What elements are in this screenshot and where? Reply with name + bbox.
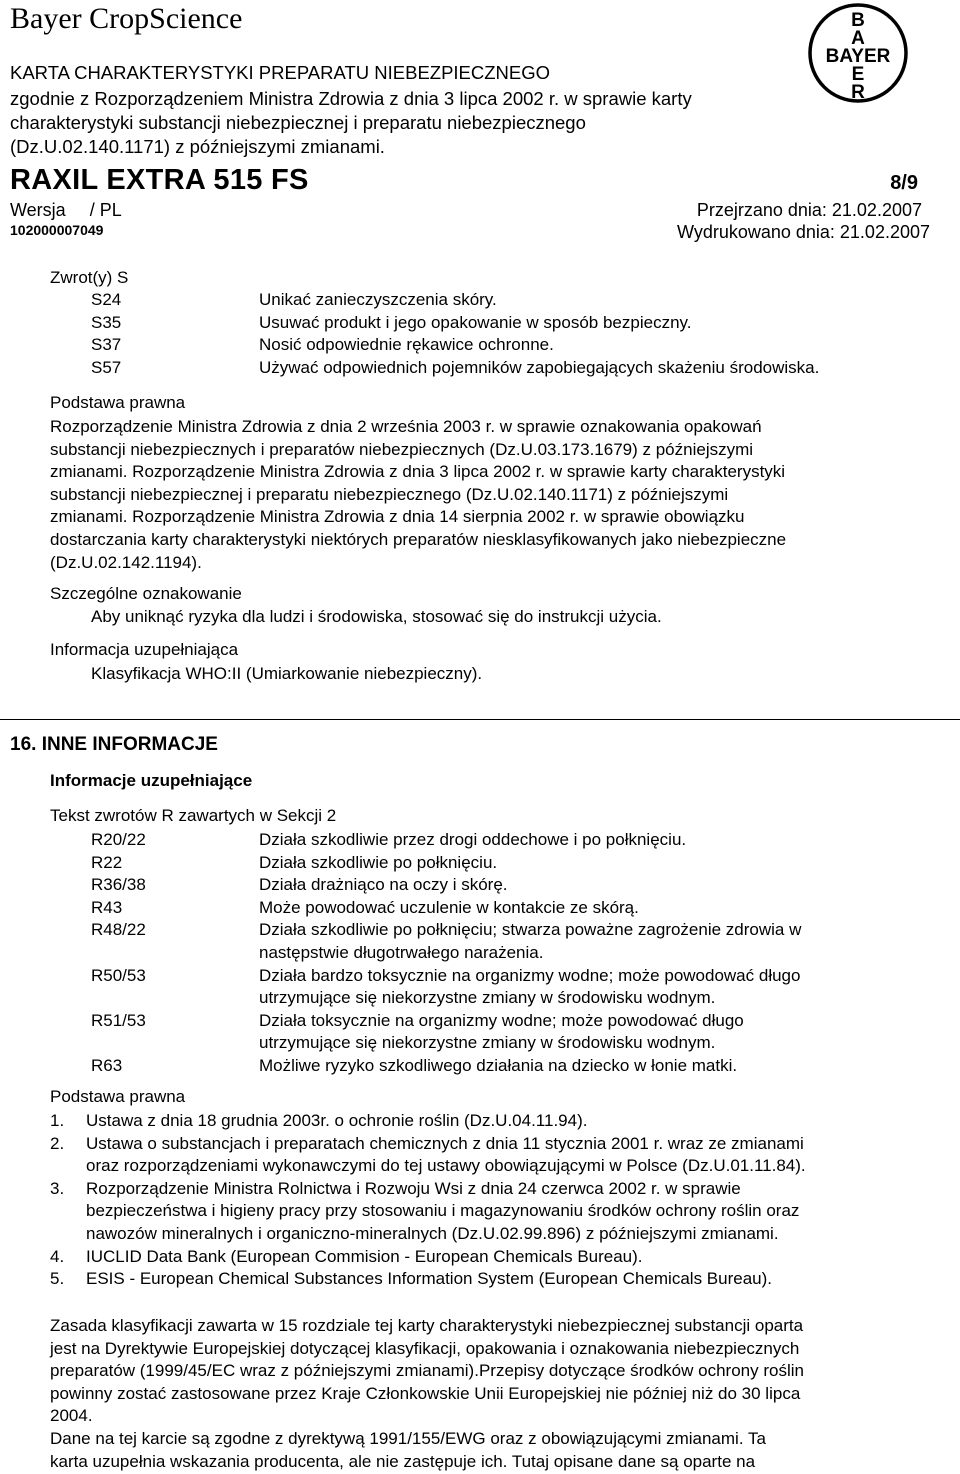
closing-line: 2004. — [50, 1406, 93, 1426]
r-phrase-text: Działa drażniąco na oczy i skórę. — [259, 875, 508, 895]
sources-heading: Podstawa prawna — [50, 1087, 186, 1106]
r-phrase-code: R51/53 — [91, 1010, 146, 1030]
legal-basis-line: substancji niebezpiecznych i preparatów niebezpiecznych (Dz.U.03.173.1679) z późniejszymi — [50, 439, 754, 459]
regulation-line-3: (Dz.U.02.140.1171) z późniejszymi zmianami. — [10, 136, 385, 157]
closing-line: Dane na tej karcie są zgodne z dyrektywą 1991/155/EWG oraz z obowiązującymi zmianami. Ta — [50, 1428, 766, 1448]
r-phrase-code: R43 — [91, 897, 123, 917]
r-phrase-text: Możliwe ryzyko szkodliwego działania na dziecko w łonie matki. — [259, 1055, 738, 1075]
section-divider — [0, 719, 960, 720]
supplementary-text: Klasyfikacja WHO:II (Umiarkowanie niebezpieczny). — [91, 664, 483, 683]
special-labeling-text: Aby uniknąć ryzyka dla ludzi i środowiska, stosować się do instrukcji użycia. — [91, 607, 662, 626]
r-phrase-text: Działa bardzo toksycznie na organizmy wodne; może powodować długo — [259, 965, 801, 985]
s-phrase-text: Unikać zanieczyszczenia skóry. — [259, 290, 497, 309]
s-phrase-text: Usuwać produkt i jego opakowanie w sposób bezpieczny. — [259, 312, 692, 332]
r-phrase-text: utrzymujące się niekorzystne zmiany w środowisku wodnym. — [259, 1033, 716, 1053]
legal-basis-line: dostarczania karty charakterystyki niektórych preparatów niesklasyfikowanych jako niebezpieczne — [50, 529, 787, 549]
s-phrase-codes — [91, 289, 121, 379]
r-phrase-text: utrzymujące się niekorzystne zmiany w środowisku wodnym. — [259, 988, 716, 1008]
legal-basis-line: Rozporządzenie Ministra Zdrowia z dnia 2 września 2003 r. w sprawie oznakowania opakowań — [50, 417, 762, 436]
r-phrase-code: R20/22 — [91, 830, 146, 849]
svg-text:R: R — [851, 82, 865, 103]
section-16-title: 16. INNE INFORMACJE — [10, 734, 218, 755]
legal-basis-line: (Dz.U.02.142.1194). — [50, 552, 202, 572]
closing-line: preparatów (1999/45/EC wraz z późniejszymi zmianami).Przepisy dotyczące środków ochrony roślin — [50, 1361, 804, 1381]
s-phrase-code: S57 — [91, 357, 122, 377]
legal-basis-heading: Podstawa prawna — [50, 393, 186, 412]
s-phrases-heading: Zwrot(y) S — [50, 268, 129, 287]
version-label: Wersja — [10, 200, 66, 220]
r-phrase-text: Działa toksycznie na organizmy wodne; może powodować długo — [259, 1010, 744, 1030]
source-item: 1. Ustawa z dnia 18 grudnia 2003r. o ochronie roślin (Dz.U.04.11.94). — [50, 1111, 588, 1130]
svg-text:E: E — [851, 64, 865, 85]
s-phrase-code: S24 — [91, 290, 122, 309]
special-labeling-heading: Szczególne oznakowanie — [50, 584, 242, 603]
svg-text:B: B — [851, 10, 865, 31]
r-phrase-text: Działa szkodliwie przez drogi oddechowe i po połknięciu. — [259, 830, 687, 849]
source-item: 3. Rozporządzenie Ministra Rolnictwa i Rozwoju Wsi z dnia 24 czerwca 2002 r. w sprawie — [50, 1178, 741, 1198]
source-item: 5. ESIS - European Chemical Substances Information System (European Chemicals Bureau). — [50, 1269, 772, 1289]
review-date: Przejrzano dnia: 21.02.2007 — [696, 200, 922, 220]
r-phrase-code: R22 — [91, 852, 123, 872]
closing-line: powinny zostać zastosowane przez Kraje Członkowskie Unii Europejskiej nie później niż do 30 lipca — [50, 1383, 801, 1403]
regulation-line-1: zgodnie z Rozporządzeniem Ministra Zdrowia z dnia 3 lipca 2002 r. w sprawie karty — [10, 88, 692, 109]
r-phrase-text: Działa szkodliwie po połknięciu; stwarza poważne zagrożenie zdrowia w — [259, 920, 802, 940]
closing-line: karta uzupełnia wskazania producenta, ale nie zastępuje ich. Tutaj opisane dane są oparte na — [50, 1451, 756, 1471]
supplementary-heading: Informacja uzupełniająca — [50, 640, 239, 659]
legal-basis-text — [50, 416, 786, 574]
r-phrase-codes — [91, 829, 146, 1078]
version-line — [10, 200, 122, 221]
version-value: / PL — [89, 200, 122, 220]
s-phrase-text: Nosić odpowiednie rękawice ochronne. — [259, 335, 554, 355]
document-title: KARTA CHARAKTERYSTYKI PREPARATU NIEBEZPIECZNEGO — [10, 62, 551, 83]
sources-list: 1. Ustawa z dnia 18 grudnia 2003r. o ochronie roślin (Dz.U.04.11.94). 2. Ustawa o substancjach i preparatach chemicznych z dnia 11 stycznia 2001 r. wraz ze zmianami oraz rozporządzeniami wykonawczymi do tej ustawy obowiązującymi w Polsce (Dz.U.01.11.84). 3. Rozporządzenie Ministra Rolnictwa i Rozwoju Wsi z dnia 24 czerwca 2002 r. w sprawie bezpieczeństwa i higieny pracy przy stosowaniu i magazynowaniu środków ochrony roślin oraz nawozów mineralnych i organiczno-mineralnych (Dz.U.02.99.896) z późniejszymi zmianami. 4. IUCLID Data Bank (European Commision - European Chemicals Bureau). 5. ESIS - European Chemical Substances Information System (European Chemicals Bureau). — [50, 1110, 806, 1291]
s-phrase-code: S35 — [91, 312, 122, 332]
source-item: 2. Ustawa o substancjach i preparatach chemicznych z dnia 11 stycznia 2001 r. wraz ze zmianami — [50, 1133, 804, 1153]
closing-line: Zasada klasyfikacji zawarta w 15 rozdziale tej karty charakterystyki niebezpiecznej substancji oparta — [50, 1316, 804, 1335]
closing-line: jest na Dyrektywie Europejskiej dotyczącej klasyfikacji, opakowania i oznakowania niebezpiecznych — [50, 1338, 800, 1358]
regulation-line-2: charakterystyki substancji niebezpiecznej i preparatu niebezpiecznego — [10, 112, 586, 133]
brand-name: Bayer CropScience — [10, 2, 243, 35]
product-name: RAXIL EXTRA 515 FS — [10, 164, 309, 196]
svg-text:A: A — [851, 28, 865, 49]
r-phrase-code: R36/38 — [91, 875, 146, 895]
section-16-subheading: Informacje uzupełniające — [50, 771, 253, 790]
r-phrases-heading: Tekst zwrotów R zawartych w Sekcji 2 — [50, 806, 337, 825]
bayer-cross-logo — [807, 2, 909, 104]
legal-basis-line: zmianami. Rozporządzenie Ministra Zdrowia z dnia 3 lipca 2002 r. w sprawie karty charakterystyki — [50, 462, 786, 482]
r-phrase-code: R63 — [91, 1055, 123, 1075]
s-phrase-texts — [259, 289, 819, 379]
r-phrase-texts — [259, 829, 801, 1078]
print-date: Wydrukowano dnia: 21.02.2007 — [676, 222, 930, 242]
s-phrase-code: S37 — [91, 335, 122, 355]
page-number: 8/9 — [890, 172, 918, 194]
s-phrase-text: Używać odpowiednich pojemników zapobiegających skażeniu środowiska. — [259, 357, 820, 377]
r-phrase-text: Może powodować uczulenie w kontakcie ze skórą. — [259, 897, 639, 917]
r-phrase-code: R48/22 — [91, 920, 146, 940]
legal-basis-line: substancji niebezpiecznej i preparatu niebezpiecznego (Dz.U.02.140.1171) z późniejszymi — [50, 484, 729, 504]
source-item: 4. IUCLID Data Bank (European Commision - European Chemicals Bureau). — [50, 1246, 643, 1266]
r-phrase-text: Działa szkodliwie po połknięciu. — [259, 852, 498, 872]
svg-text:BAYER: BAYER — [825, 46, 891, 67]
r-phrase-text: następstwie długotrwałego narażenia. — [259, 942, 544, 962]
closing-paragraph — [50, 1315, 804, 1473]
document-code: 102000007049 — [10, 222, 104, 238]
r-phrase-code: R50/53 — [91, 965, 146, 985]
legal-basis-line: zmianami. Rozporządzenie Ministra Zdrowia z dnia 14 sierpnia 2002 r. w sprawie obowiązku — [50, 507, 745, 527]
